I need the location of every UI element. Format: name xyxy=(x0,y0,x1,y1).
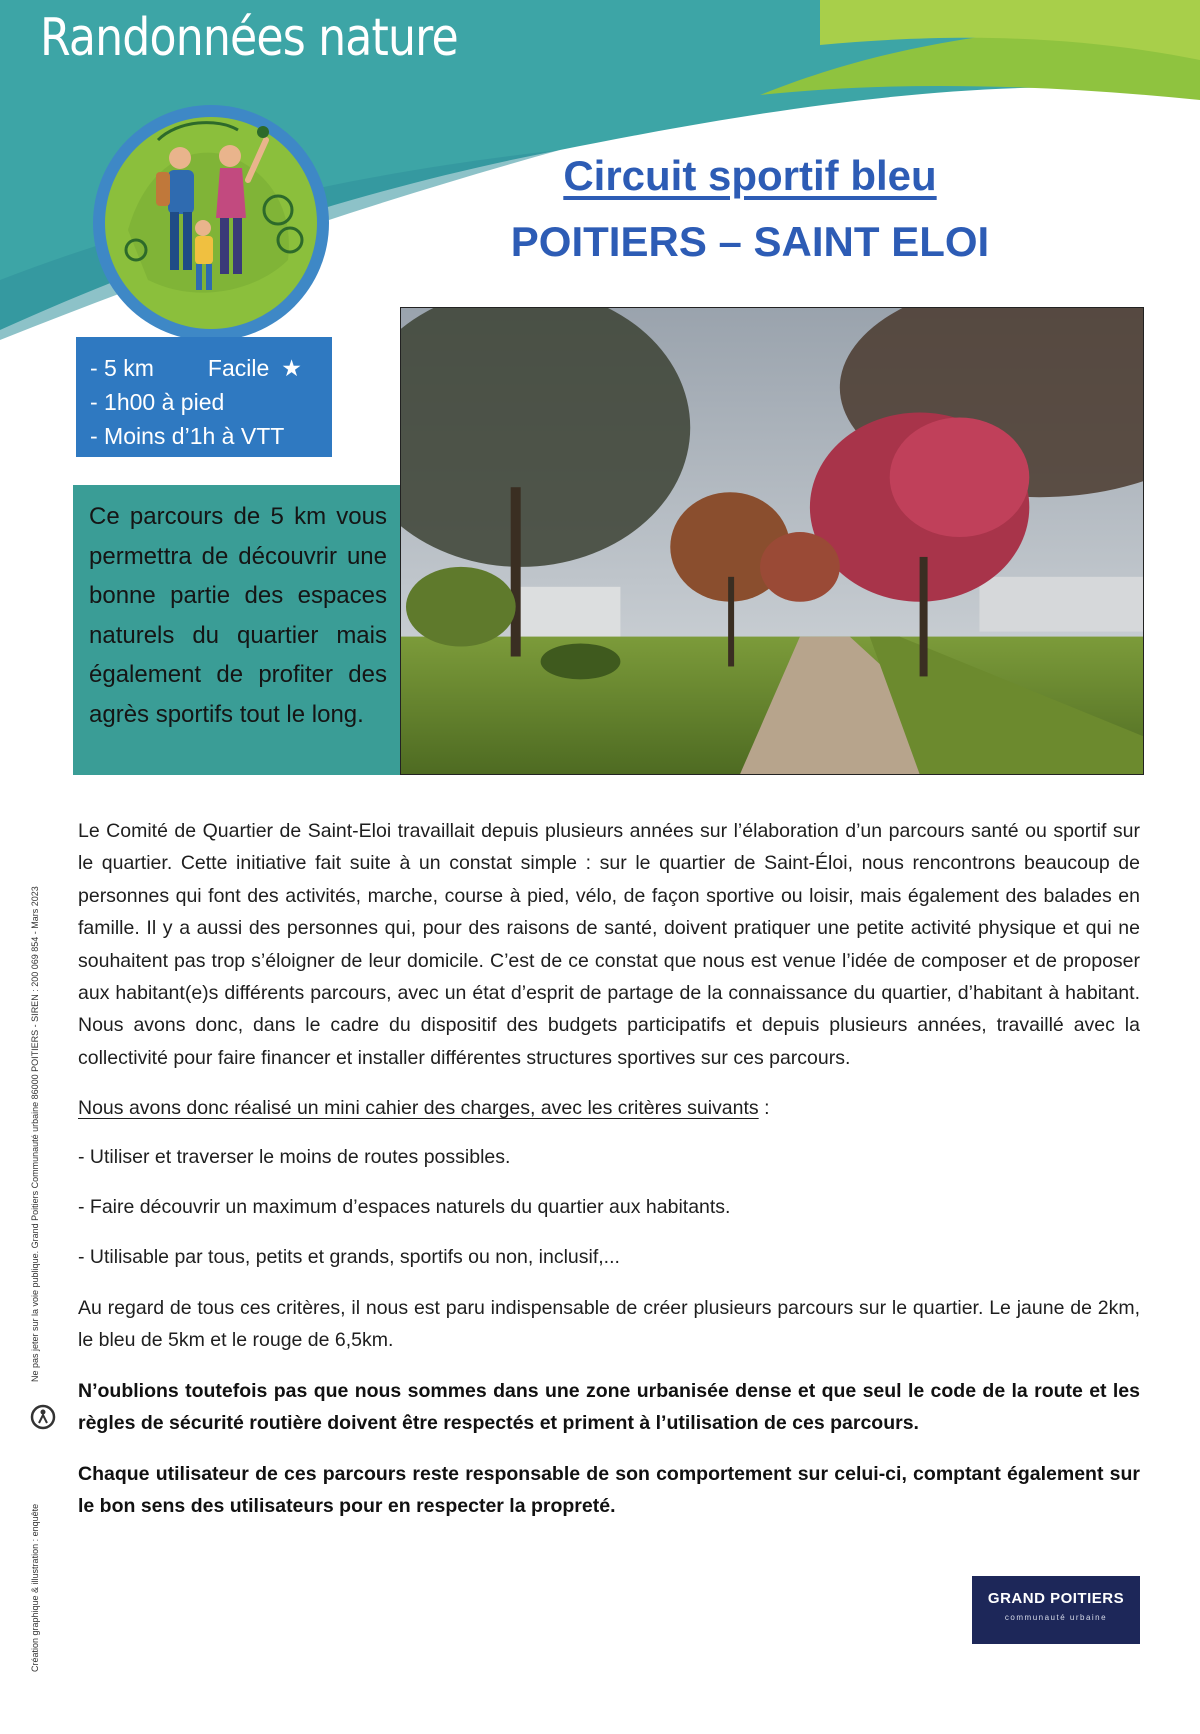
logo-tagline: communauté urbaine xyxy=(1004,1613,1108,1622)
intro-text: Ce parcours de 5 km vous permettra de découvrir une bonne partie des espaces naturels du quartier mais également de profiter des agrès sportifs tout le long. xyxy=(89,503,387,728)
legal-mention: Ne pas jeter sur la voie publique. Grand Poitiers Communauté urbaine 86000 POITIERS - SIREN : 200 069 854 - Mars 2023 xyxy=(30,886,40,1382)
logo-name: GRAND POITIERS xyxy=(987,1590,1125,1607)
criteria-item: - Utiliser et traverser le moins de routes possibles. xyxy=(78,1146,511,1169)
circuit-title: Circuit sportif bleu xyxy=(563,152,937,199)
body-text xyxy=(78,815,1140,1541)
criteria-item: - Faire découvrir un maximum d’espaces naturels du quartier aux habitants. xyxy=(78,1196,731,1219)
route-stats-box xyxy=(76,337,332,457)
safety-warning: N’oublions toutefois pas que nous sommes dans une zone urbanisée dense et que seul le code de la route et les règles de sécurité routière doivent être respectés et priment à l’utilisation de ces parcours. xyxy=(78,1380,1140,1435)
hikers-illustration-icon xyxy=(88,100,334,346)
criteria-heading xyxy=(78,1093,1140,1123)
design-credit: Création graphique & illustration : enquête xyxy=(30,1503,40,1672)
responsibility-notice: Chaque utilisateur de ces parcours reste responsable de son comportement sur celui-ci, comptant également sur le bon sens des utilisateurs pour en respecter la propreté. xyxy=(78,1463,1140,1518)
star-icon: ★ xyxy=(281,355,302,381)
body-paragraph: Le Comité de Quartier de Saint-Eloi travaillait depuis plusieurs années sur l’élaboration d’un parcours santé ou sportif sur le quartier. Cette initiative fait suite à un constat simple : sur le quartier de Saint-Éloi, nous rencontrons beaucoup de personnes qui font des activités, marche, course à pied, vélo, de façon sportive ou loisir, mais également des balades en famille. Il y a aussi des personnes qui, pour des raisons de santé, doivent pratiquer une petite activité physique et qui ne souhaitent pas trop s’éloigner de leur domicile. C’est de ce constat que nous est venue l’idée de composer et de proposer aux habitant(e)s différents parcours, avec un état d’esprit de partage de la connaissance du quartier, d’habitant à habitant. Nous avons donc, dans le cadre du dispositif des budgets participatifs et depuis plusieurs années, travaillé avec la collectivité pour faire financer et installer différentes structures sportives sur ces parcours. xyxy=(78,820,1140,1069)
recycle-figure-icon xyxy=(30,1404,56,1430)
criteria-heading-text: Nous avons donc réalisé un mini cahier des charges, avec les critères suivants xyxy=(78,1097,759,1120)
title-block xyxy=(480,150,1020,268)
bike-time: - Moins d’1h à VTT xyxy=(90,423,285,449)
walk-time: - 1h00 à pied xyxy=(90,389,225,415)
tree-lined-path-photo xyxy=(400,307,1144,775)
grand-poitiers-logo xyxy=(972,1576,1140,1644)
routes-paragraph: Au regard de tous ces critères, il nous est paru indispensable de créer plusieurs parcours sur le quartier. Le jaune de 2km, le bleu de 5km et le rouge de 6,5km. xyxy=(78,1297,1140,1352)
brand-title: Randonnées nature xyxy=(40,8,458,68)
intro-box xyxy=(73,485,401,775)
side-legal xyxy=(30,782,52,1682)
difficulty-label: Facile xyxy=(207,355,270,381)
distance-label: - 5 km xyxy=(90,355,154,381)
criteria-colon: : xyxy=(758,1097,770,1120)
location-title: POITIERS – SAINT ELOI xyxy=(510,218,990,265)
criteria-item: - Utilisable par tous, petits et grands, sportifs ou non, inclusif,... xyxy=(78,1246,620,1269)
